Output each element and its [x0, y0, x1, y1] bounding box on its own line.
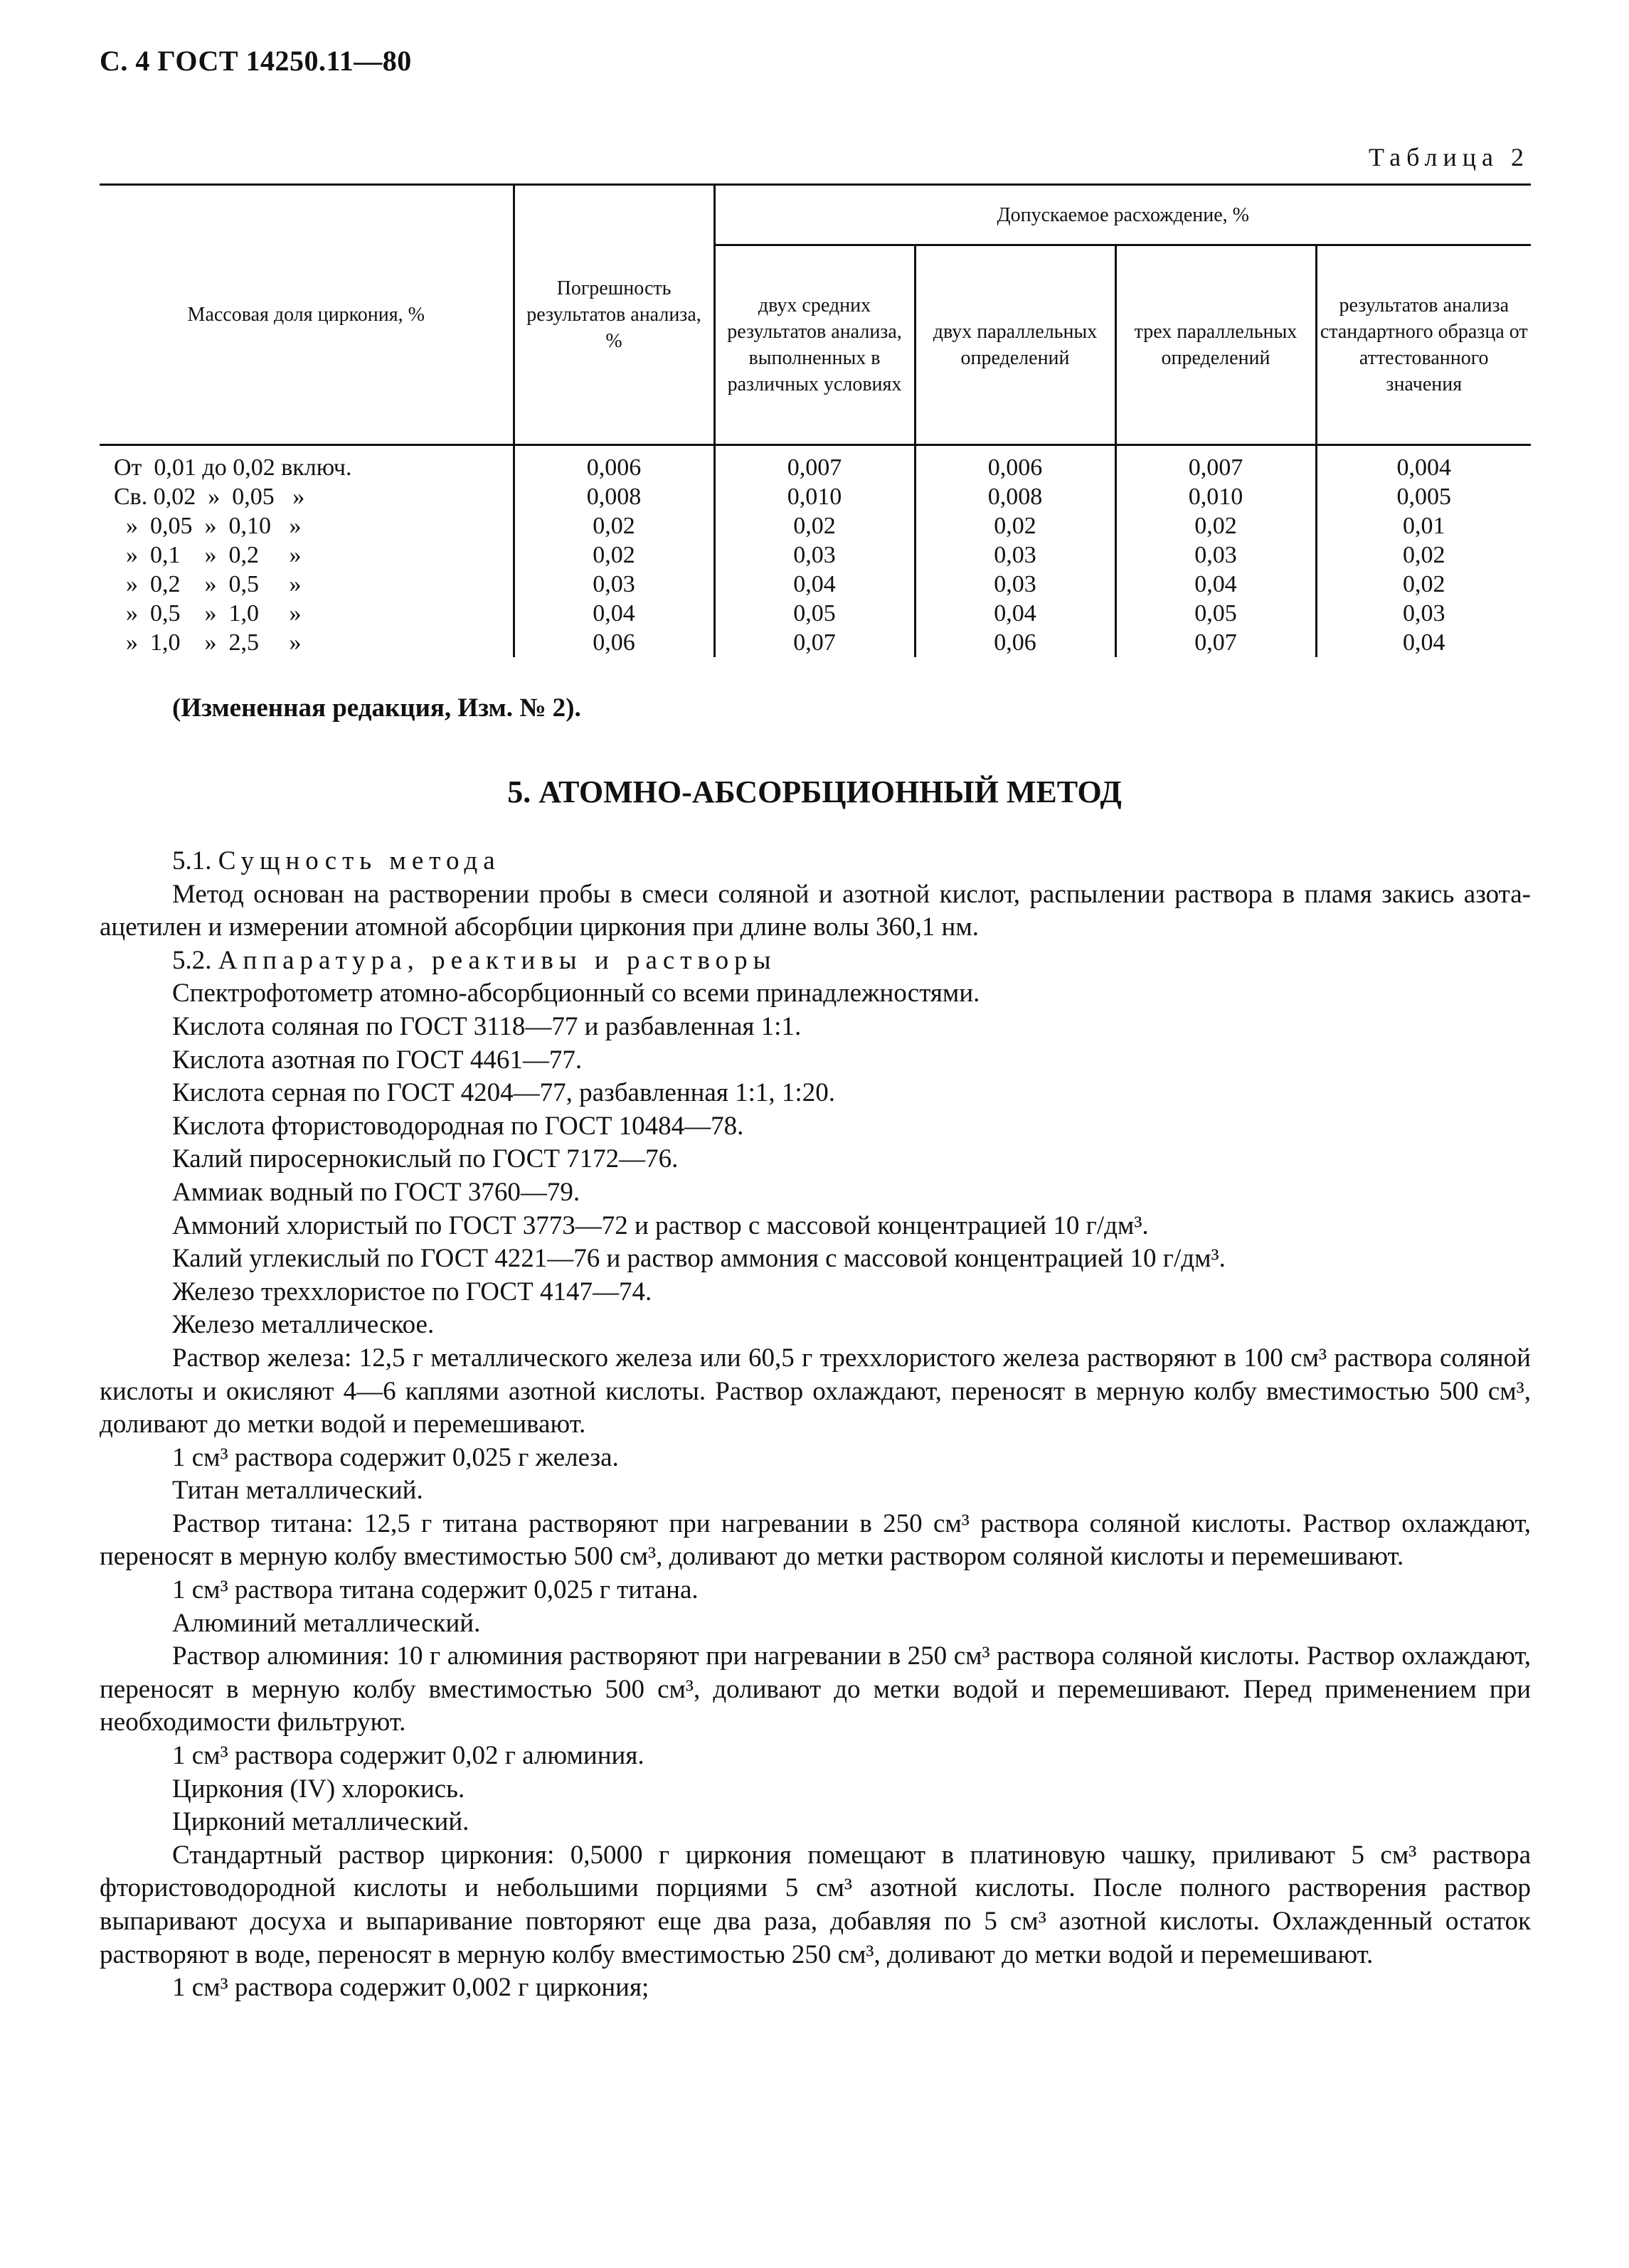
zirconium-tolerance-table: [100, 183, 1531, 657]
cell-value: 0,05: [1115, 599, 1316, 628]
paragraph: Кислота азотная по ГОСТ 4461—77.: [172, 1045, 583, 1075]
table-row: [100, 482, 1531, 511]
paragraph: Кислота соляная по ГОСТ 3118—77 и разбавленная 1:1.: [172, 1011, 802, 1041]
cell-value: 0,03: [514, 570, 714, 599]
cell-value: 0,04: [1316, 628, 1531, 657]
cell-range: От 0,01 до 0,02 включ.: [114, 454, 352, 481]
amendment-note: (Измененная редакция, Изм. № 2).: [172, 693, 581, 723]
subsection-number: 5.2.: [172, 945, 212, 975]
cell-value: 0,06: [915, 628, 1115, 657]
table-row: [100, 541, 1531, 570]
paragraph: Аммоний хлористый по ГОСТ 3773—72 и раствор с массовой концентрацией 10 г/дм³.: [172, 1210, 1149, 1240]
cell-value: 0,02: [915, 511, 1115, 541]
cell-value: 0,04: [915, 599, 1115, 628]
cell-value: 0,06: [514, 628, 714, 657]
subheader-two-means: двух средних результатов анализа, выполненных в различных условиях: [714, 245, 915, 445]
cell-value: 0,02: [514, 511, 714, 541]
col-header-mass-fraction: Массовая доля циркония, %: [100, 185, 514, 445]
paragraph: Раствор железа: 12,5 г металлического железа или 60,5 г треххлористого железа растворяют в 100 см³ раствора соляной кислоты и окисляют 4—6 каплями азотной кислоты. Раствор охлаждают, переносят в мерную колбу вместимостью 500 см³, доливают до метки водой и перемешивают.: [100, 1343, 1531, 1439]
cell-value: 0,006: [514, 445, 714, 483]
cell-value: 0,03: [1115, 541, 1316, 570]
subheader-standard-sample: результатов анализа стандартного образца от аттестованного значения: [1316, 245, 1531, 445]
paragraph: Раствор титана: 12,5 г титана растворяют при нагревании в 250 см³ раствора соляной кислоты. Раствор охлаждают, переносят в мерную колбу вместимостью 500 см³, доливают до метки раствором соляной кислоты и перемешивают.: [100, 1508, 1531, 1572]
cell-value: 0,04: [1115, 570, 1316, 599]
subsection-heading: [100, 944, 1531, 978]
cell-value: 0,05: [714, 599, 915, 628]
cell-value: 0,010: [1115, 482, 1316, 511]
paragraph: Цирконий металлический.: [172, 1807, 469, 1837]
table-caption: Таблица 2: [1369, 143, 1529, 171]
paragraph: Аммиак водный по ГОСТ 3760—79.: [172, 1177, 580, 1207]
cell-value: 0,008: [915, 482, 1115, 511]
cell-value: 0,02: [1316, 570, 1531, 599]
cell-value: 0,02: [1115, 511, 1316, 541]
paragraph: 1 см³ раствора титана содержит 0,025 г титана.: [172, 1575, 699, 1605]
table-row: [100, 599, 1531, 628]
cell-value: 0,07: [1115, 628, 1316, 657]
cell-range: » 0,2 » 0,5 »: [114, 571, 302, 597]
cell-value: 0,004: [1316, 445, 1531, 483]
subsection-heading: [100, 845, 1531, 878]
cell-value: 0,03: [915, 541, 1115, 570]
col-header-error: Погрешность результатов анализа, %: [514, 185, 714, 445]
paragraph: Калий пиросернокислый по ГОСТ 7172—76.: [172, 1144, 679, 1174]
cell-value: 0,04: [514, 599, 714, 628]
cell-value: 0,03: [714, 541, 915, 570]
paragraph: Железо треххлористое по ГОСТ 4147—74.: [172, 1277, 652, 1306]
paragraph: 1 см³ раствора содержит 0,025 г железа.: [172, 1442, 619, 1472]
cell-value: 0,007: [1115, 445, 1316, 483]
paragraph: Железо металлическое.: [172, 1310, 435, 1340]
table-row: [100, 445, 1531, 483]
cell-range: » 0,05 » 0,10 »: [114, 513, 302, 539]
paragraph: Стандартный раствор циркония: 0,5000 г циркония помещают в платиновую чашку, приливают 5 см³ раствора фтористоводородной кислоты и небольшими порциями 5 см³ азотной кислоты. После полного растворения раствор выпаривают досуха и выпаривание повторяют еще два раза, добавляя по 5 см³ азотной кислоты. Охлажденный остаток растворяют в воде, переносят в мерную колбу вместимостью 250 см³, доливают до метки водой и перемешивают.: [100, 1840, 1531, 1969]
cell-value: 0,03: [1316, 599, 1531, 628]
paragraph: 1 см³ раствора содержит 0,02 г алюминия.: [172, 1741, 644, 1771]
table-row: [100, 570, 1531, 599]
paragraph: Титан металлический.: [172, 1476, 423, 1506]
paragraph: Калий углекислый по ГОСТ 4221—76 и раствор аммония с массовой концентрацией 10 г/дм³.: [172, 1244, 1226, 1274]
cell-value: 0,02: [714, 511, 915, 541]
paragraph: Кислота фтористоводородная по ГОСТ 10484—78.: [172, 1111, 744, 1141]
cell-range: » 1,0 » 2,5 »: [114, 629, 302, 656]
paragraph: Циркония (IV) хлорокись.: [172, 1774, 465, 1804]
section-body: [100, 845, 1531, 2005]
cell-value: 0,008: [514, 482, 714, 511]
cell-value: 0,005: [1316, 482, 1531, 511]
paragraph: 1 см³ раствора содержит 0,002 г циркония;: [172, 1973, 649, 2003]
cell-value: 0,02: [514, 541, 714, 570]
paragraph: Метод основан на растворении пробы в смеси соляной и азотной кислот, распылении раствора в пламя закись азота-ацетилен и измерении атомной абсорбции циркония при длине волы 360,1 нм.: [100, 879, 1531, 942]
paragraph: Спектрофотометр атомно-абсорбционный со всеми принадлежностями.: [172, 979, 980, 1008]
cell-value: 0,04: [714, 570, 915, 599]
cell-range: » 0,1 » 0,2 »: [114, 542, 302, 568]
paragraph: Кислота серная по ГОСТ 4204—77, разбавленная 1:1, 1:20.: [172, 1078, 835, 1108]
col-header-allowed-discrepancy: Допускаемое расхождение, %: [714, 185, 1531, 245]
page-header: С. 4 ГОСТ 14250.11—80: [100, 45, 412, 77]
cell-value: 0,01: [1316, 511, 1531, 541]
paragraph: Алюминий металлический.: [172, 1608, 481, 1638]
subsection-title: Аппаратура, реактивы и растворы: [218, 945, 777, 975]
subsection-title: Сущность метода: [218, 846, 501, 875]
subheader-three-parallel: трех параллельных определений: [1115, 245, 1316, 445]
subheader-two-parallel: двух параллельных определений: [915, 245, 1115, 445]
cell-value: 0,03: [915, 570, 1115, 599]
section-title: 5. АТОМНО-АБСОРБЦИОННЫЙ МЕТОД: [507, 774, 1122, 809]
cell-value: 0,006: [915, 445, 1115, 483]
cell-range: Св. 0,02 » 0,05 »: [114, 484, 305, 510]
table-row: [100, 628, 1531, 657]
cell-range: » 0,5 » 1,0 »: [114, 600, 302, 627]
cell-value: 0,010: [714, 482, 915, 511]
table-row: [100, 511, 1531, 541]
subsection-number: 5.1.: [172, 846, 212, 875]
cell-value: 0,07: [714, 628, 915, 657]
paragraph: Раствор алюминия: 10 г алюминия растворяют при нагревании в 250 см³ раствора соляной кислоты. Раствор охлаждают, переносят в мерную колбу вместимостью 500 см³, доливают до метки водой и перемешивают. Перед применением при необходимости фильтруют.: [100, 1641, 1531, 1737]
cell-value: 0,007: [714, 445, 915, 483]
cell-value: 0,02: [1316, 541, 1531, 570]
